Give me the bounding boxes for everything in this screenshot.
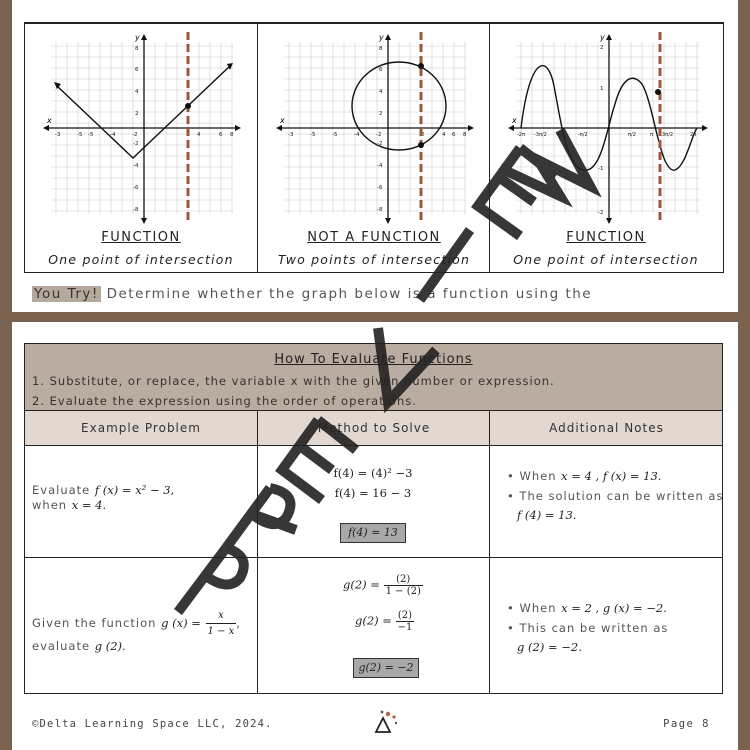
svg-text:-3π/2: -3π/2 (534, 132, 547, 138)
graph-3-svg (490, 24, 724, 229)
svg-text:π/2: π/2 (628, 132, 636, 138)
svg-text:-2: -2 (598, 210, 604, 216)
panel-title: NOT A FUNCTION (307, 230, 441, 245)
svg-text:-2: -2 (376, 132, 382, 138)
note-2: • This can be written as (507, 621, 669, 635)
method-step-1: f(4) = (4)² −3 (333, 466, 413, 480)
x-label: x (47, 116, 52, 125)
panel-title: FUNCTION (566, 230, 646, 245)
table-row (24, 446, 723, 558)
svg-text:-5: -5 (310, 132, 316, 138)
svg-text:2: 2 (421, 132, 425, 138)
panel-title: FUNCTION (101, 230, 181, 245)
svg-text:6: 6 (135, 67, 139, 73)
you-try-prompt (32, 286, 592, 302)
svg-text:6: 6 (219, 132, 223, 138)
intersection-point (655, 89, 661, 95)
svg-text:4: 4 (442, 132, 446, 138)
note-1: • When x = 4 , f (x) = 13. (507, 469, 662, 483)
y-label: y (135, 33, 140, 42)
how-to-header (24, 343, 723, 411)
top-page (12, 0, 738, 312)
you-try-text: Determine whether the graph below is a function using the (100, 286, 593, 302)
intersection-point-top (418, 63, 424, 69)
svg-text:π: π (650, 132, 654, 138)
svg-text:-8: -8 (377, 207, 383, 213)
svg-text:8: 8 (463, 132, 467, 138)
y-label: y (600, 33, 605, 42)
svg-text:2: 2 (135, 111, 139, 117)
example-problem-2: Given the function g (x) = $\frac{x}{1 - x}$ , evaluate g (2). (32, 610, 241, 653)
note-2-math: g (2) = −2. (517, 640, 582, 654)
note-2-math: f (4) = 13. (517, 508, 577, 522)
method-step-2: f(4) = 16 − 3 (334, 486, 412, 500)
y-tick-labels (377, 46, 383, 213)
column-header-example: Example Problem (81, 421, 201, 435)
delta-logo-icon (370, 708, 400, 734)
intersection-point-bottom (418, 142, 424, 148)
svg-text:8: 8 (379, 46, 383, 52)
svg-text:1: 1 (600, 86, 604, 92)
x-label: x (280, 116, 285, 125)
column-header-notes: Additional Notes (489, 411, 723, 445)
svg-text:2: 2 (379, 111, 383, 117)
svg-text:-8: -8 (133, 207, 139, 213)
svg-text:4: 4 (197, 132, 201, 138)
svg-text:-2: -2 (377, 141, 383, 147)
svg-text:4: 4 (135, 89, 139, 95)
svg-text:-4: -4 (377, 163, 383, 169)
y-tick-labels (133, 46, 139, 213)
page-number: Page 8 (663, 718, 710, 730)
column-header-row (24, 410, 723, 446)
graph-panels (24, 22, 724, 273)
x-label: x (512, 116, 517, 125)
svg-text:-5: -5 (88, 132, 94, 138)
svg-text:2π: 2π (690, 132, 697, 138)
svg-text:-π/2: -π/2 (578, 132, 588, 138)
svg-text:6: 6 (379, 67, 383, 73)
svg-text:-1: -1 (598, 166, 604, 172)
x-tick-labels (288, 132, 467, 138)
panel-description: Two points of intersection (277, 252, 471, 267)
method-step-2: g(2) = $\frac{(2)}{-1}$ (355, 610, 413, 633)
how-to-step-2: 2. Evaluate the expression using the order of operations. (32, 394, 417, 408)
panel-description: One point of intersection (513, 252, 699, 267)
intersection-point (185, 103, 191, 109)
svg-text:-5: -5 (332, 132, 338, 138)
fraction: $\frac{x}{1 - x}$ (207, 610, 235, 637)
svg-text:-6: -6 (377, 185, 383, 191)
bottom-page (12, 322, 738, 750)
svg-text:-2π: -2π (517, 132, 525, 138)
svg-text:-4: -4 (354, 132, 360, 138)
svg-text:-4: -4 (133, 163, 139, 169)
svg-text:3π/2: 3π/2 (662, 132, 674, 138)
svg-text:-3: -3 (55, 132, 61, 138)
answer-box: f(4) = 13 (340, 523, 406, 543)
panel-description: One point of intersection (48, 252, 234, 267)
y-tick-labels (598, 45, 604, 216)
svg-text:6: 6 (452, 132, 456, 138)
svg-text:-4: -4 (110, 132, 116, 138)
graph-2-svg (258, 24, 490, 229)
svg-text:8: 8 (230, 132, 234, 138)
copyright: ©Delta Learning Space LLC, 2024. (32, 718, 273, 730)
svg-text:8: 8 (135, 46, 139, 52)
svg-text:-2: -2 (133, 141, 139, 147)
svg-text:-6: -6 (133, 185, 139, 191)
graph-panel-1 (25, 24, 257, 272)
column-header-method: Method to Solve (257, 411, 490, 445)
note-2: • The solution can be written as (507, 489, 724, 503)
svg-text:-π: -π (556, 132, 561, 138)
graph-1-svg (25, 24, 257, 229)
method-step-1: g(2) = $\frac{(2)}{1 - (2)}$ (343, 574, 421, 597)
how-to-title: How To Evaluate Functions (274, 352, 473, 367)
graph-panel-3 (489, 24, 722, 272)
y-label: y (379, 33, 384, 42)
svg-text:-5: -5 (77, 132, 83, 138)
svg-text:2: 2 (600, 45, 604, 51)
how-to-step-1: 1. Substitute, or replace, the variable x with the given number or expression. (32, 374, 555, 388)
graph-panel-2 (257, 24, 490, 272)
answer-box: g(2) = −2 (353, 658, 419, 678)
svg-text:4: 4 (379, 89, 383, 95)
table-row (24, 558, 723, 694)
svg-text:-3: -3 (288, 132, 294, 138)
note-1: • When x = 2 , g (x) = −2. (507, 601, 667, 615)
svg-text:-2: -2 (132, 132, 138, 138)
example-problem-1: Evaluate f (x) = x² − 3, when x = 4. (32, 483, 175, 512)
you-try-highlight: You Try! (34, 286, 99, 302)
